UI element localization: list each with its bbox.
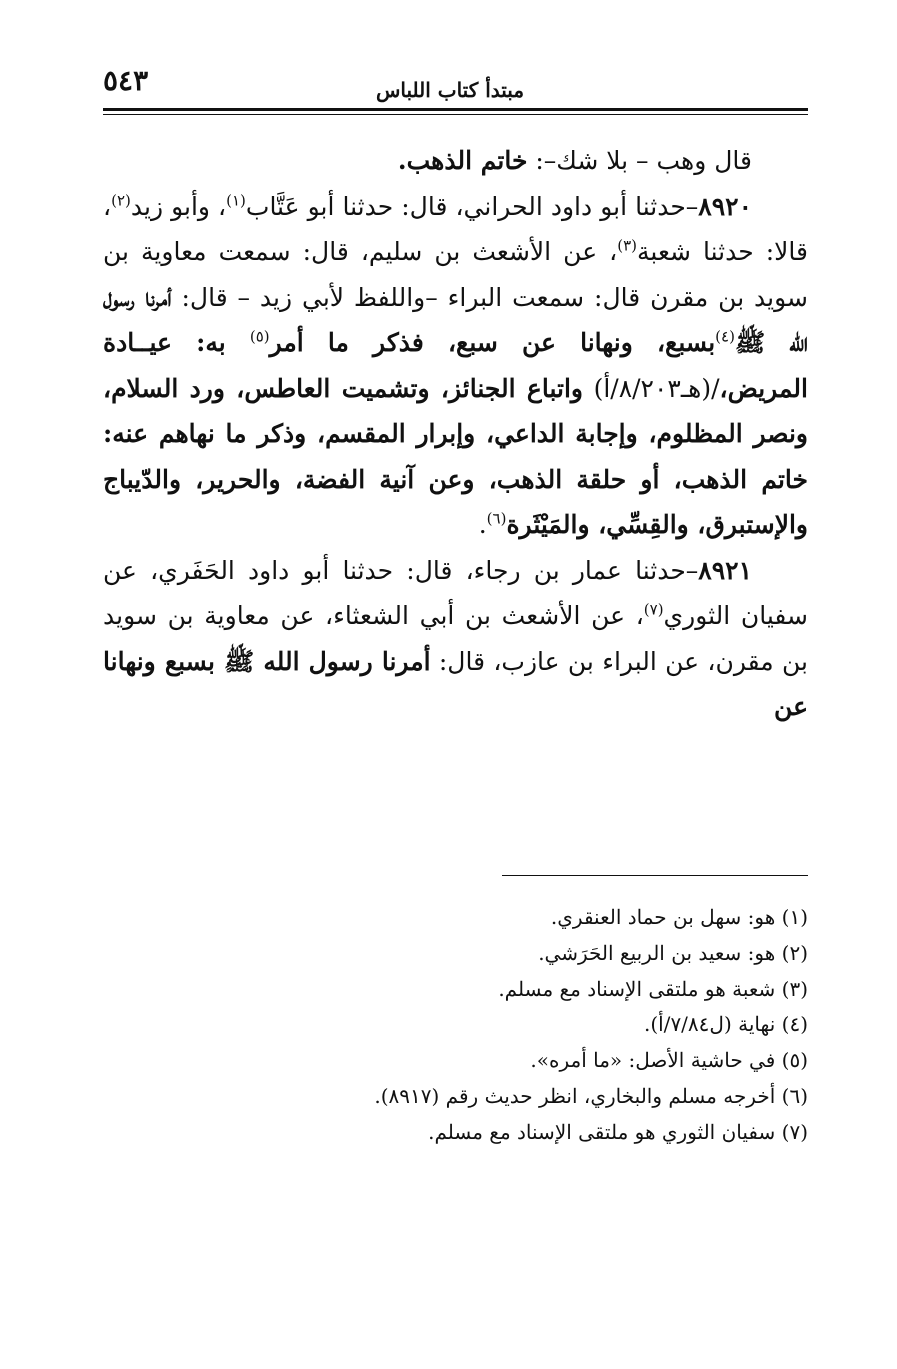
footnote-ref: (٥) [249, 327, 270, 346]
footnote-ref: (١) [226, 191, 246, 210]
bold-run: واتباع الجنائز، وتشميت العاطس، ورد السلام، ونصر المظلوم، وإجابة الداعي، وإبرار المقسم، وذكر ما نهاهم عنه: خاتم الذهب، أو حلقة الذهب، وعن آنية الفضة، والحرير، والدّيباج والإستبرق، والقِسِّي، والمَيْثَرة [103, 373, 808, 539]
text-run: /(هـ٨/٢٠٣/أ) [583, 373, 720, 403]
footnote-ref: (٤) [715, 327, 735, 346]
hadith-number: ٨٩٢١ [698, 555, 752, 585]
footnote-3: (٣) شعبة هو ملتقى الإسناد مع مسلم. [498, 976, 808, 1001]
paragraph-1 [103, 138, 808, 184]
running-head: مبتدأ كتاب اللباس [375, 78, 525, 102]
text-run: ، قالا: حدثنا شعبة [103, 191, 808, 266]
footnote-rule [502, 875, 808, 876]
footnote-ref: (٢) [111, 191, 131, 210]
footnote-2: (٢) هو: سعيد بن الربيع الحَرَشي. [538, 940, 808, 965]
footnote-6: (٦) أخرجه مسلم والبخاري، انظر حديث رقم (٨٩١٧). [374, 1083, 808, 1108]
bold-run: أمرنا رسول الله ﷺ [103, 282, 808, 357]
bold-run: خاتم الذهب. [397, 146, 528, 175]
text-run: . [478, 510, 487, 539]
text-run: قال وهب – بلا شك–: [527, 146, 752, 175]
page-number: ٥٤٣ [103, 64, 149, 97]
paragraph-hadith-8921 [103, 548, 808, 730]
main-text [103, 138, 808, 730]
bold-run: أمرنا رسول الله ﷺ بسبع ونهانا عن [103, 646, 808, 721]
footnote-ref: (٧) [643, 600, 664, 619]
header-rule-thick [103, 108, 808, 111]
footnote-4: (٤) نهاية (ل٧/٨٤/أ). [643, 1012, 808, 1037]
footnote-ref: (٣) [617, 236, 638, 255]
footnotes [103, 900, 808, 1151]
bold-run: بسبع، ونهانا عن سبع، فذكر ما أمر [269, 328, 716, 357]
text-run: ، عن الأشعث بن سليم، قال: سمعت معاوية بن سويد بن مقرن قال: سمعت البراء –واللفظ لأبي زيد – قال: [103, 237, 808, 312]
footnote-ref: (٦) [486, 509, 507, 528]
footnote-7: (٧) سفيان الثوري هو ملتقى الإسناد مع مسلم. [428, 1119, 808, 1144]
header-rule-thin [103, 114, 808, 115]
text-run: ، وأبو زيد [130, 191, 227, 221]
text-run: –حدثنا عمار بن رجاء، قال: حدثنا أبو داود الحَفَري، عن سفيان الثوري [103, 555, 808, 630]
text-run: –حدثنا أبو داود الحراني، قال: حدثنا أبو عَتَّاب [245, 191, 699, 221]
footnote-5: (٥) في حاشية الأصل: «ما أمره». [530, 1048, 808, 1073]
footnote-1: (١) هو: سهل بن حماد العنقري. [550, 905, 808, 929]
text-run: ، عن الأشعث بن أبي الشعثاء، عن معاوية بن سويد بن مقرن، عن البراء بن عازب، قال: [103, 601, 809, 676]
paragraph-hadith-8920 [103, 184, 808, 548]
bold-run: به: عيــادة المريض، [103, 328, 808, 403]
hadith-number: ٨٩٢٠ [698, 191, 753, 221]
